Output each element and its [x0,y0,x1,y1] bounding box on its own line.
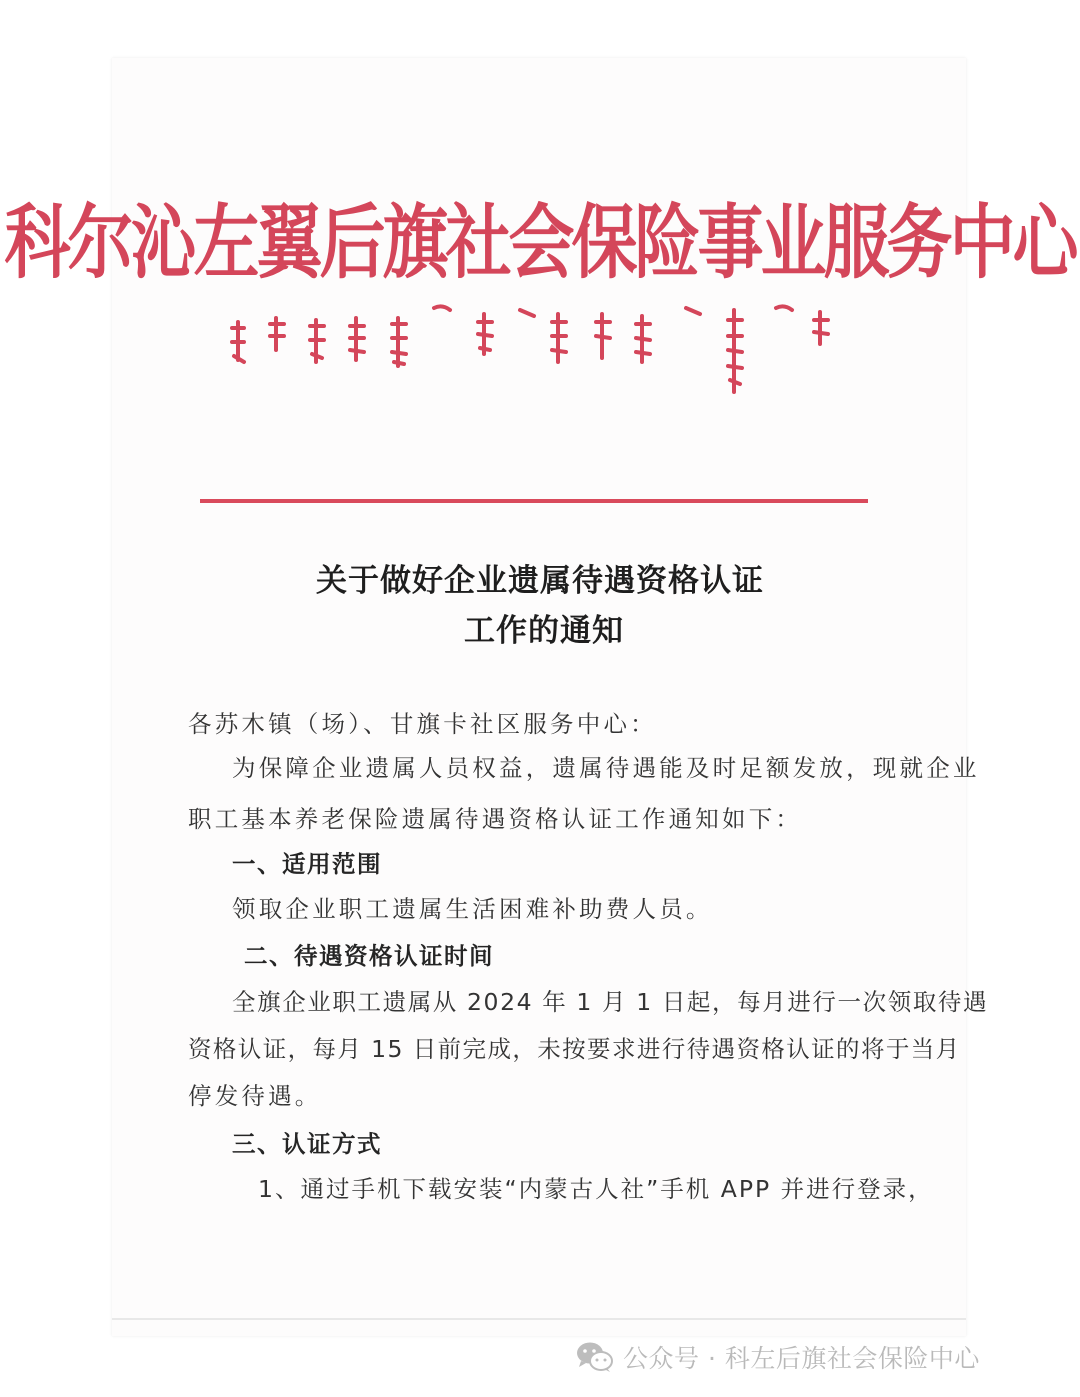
section2-heading: 二、待遇资格认证时间 [244,942,494,970]
section3-heading: 三、认证方式 [232,1130,382,1158]
wechat-footer [575,1337,980,1377]
letterhead-org-name: 科尔沁左翼后旗社会保险事业服务中心 [4,195,1076,291]
section2-text-line1: 全旗企业职工遗属从 2024 年 1 月 1 日起，每月进行一次领取待遇 [232,988,989,1016]
document-title-line1: 关于做好企业遗属待遇资格认证 [316,563,764,599]
document-title-line2: 工作的通知 [464,613,624,649]
section1-text: 领取企业职工遗属生活困难补助费人员。 [232,895,713,923]
mongolian-script-letterhead [228,300,848,400]
section3-item1: 1、通过手机下载安装“内蒙古人社”手机 APP 并进行登录， [258,1175,934,1203]
salutation: 各苏木镇（场）、甘旗卡社区服务中心： [188,710,657,738]
intro-paragraph-line1: 为保障企业遗属人员权益，遗属待遇能及时足额发放，现就企业 [232,754,980,782]
page-edge [112,1318,966,1320]
section1-heading: 一、适用范围 [232,850,382,878]
section2-text-line3: 停发待遇。 [188,1082,322,1110]
letterhead-divider [200,499,868,503]
section2-text-line2: 资格认证，每月 15 日前完成，未按要求进行待遇资格认证的将于当月 [188,1035,961,1063]
footer-account-name: 公众号 · 科左后旗社会保险中心 [623,1344,980,1373]
intro-paragraph-line2: 职工基本养老保险遗属待遇资格认证工作通知如下： [188,805,803,833]
wechat-icon [575,1340,615,1374]
